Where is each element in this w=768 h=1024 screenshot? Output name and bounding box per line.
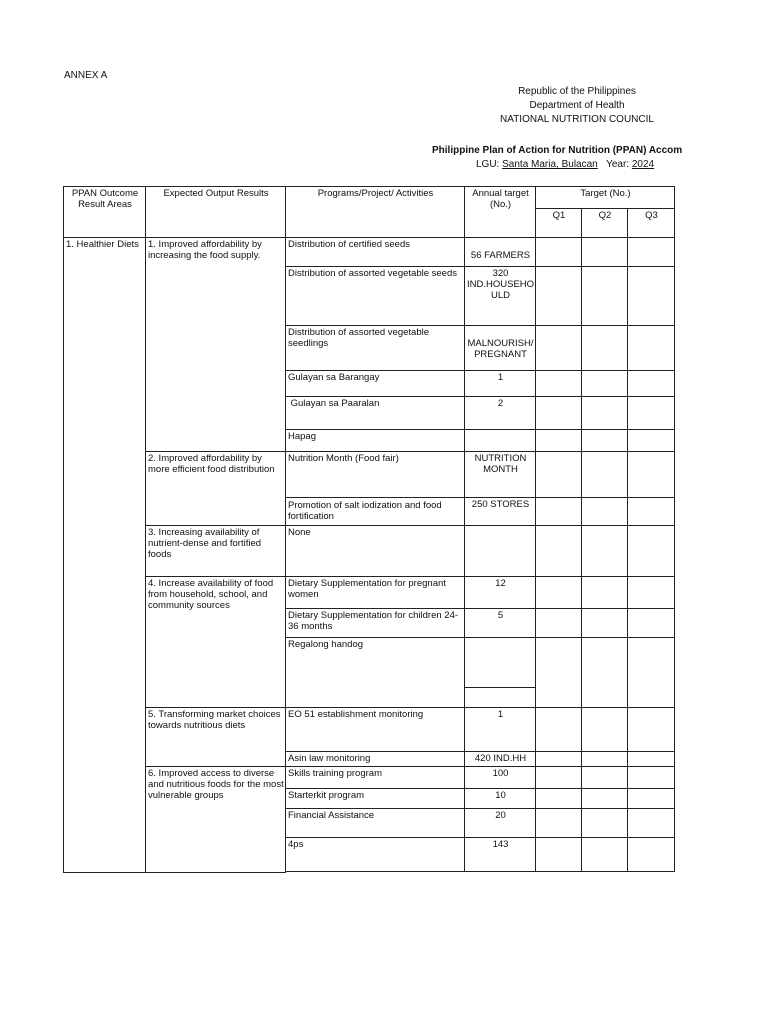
q2-cell: [582, 838, 628, 872]
outcome-area-cell: 1. Healthier Diets: [64, 238, 146, 873]
annual-target-cell: 250 STORES: [465, 498, 536, 526]
q3-cell: [628, 789, 675, 809]
program-cell: Dietary Supplementation for pregnant women: [286, 577, 465, 609]
header-programs: Programs/Project/ Activities: [286, 187, 465, 238]
program-cell: Regalong handog: [286, 638, 465, 708]
program-cell: Distribution of assorted vegetable seeds: [286, 267, 465, 326]
q3-cell: [628, 708, 675, 752]
q1-cell: [536, 838, 582, 872]
program-cell: Skills training program: [286, 767, 465, 789]
expected-output-cell: 4. Increase availability of food from household, school, and community sources: [146, 577, 286, 708]
q2-cell: [582, 767, 628, 789]
program-cell: None: [286, 526, 465, 577]
q2-cell: [582, 238, 628, 267]
q3-cell: [628, 767, 675, 789]
q1-cell: [536, 638, 582, 708]
header-q1: Q1: [536, 209, 582, 238]
table-row: [64, 767, 675, 789]
table-row: [64, 238, 675, 267]
q3-cell: [628, 526, 675, 577]
year-value: 2024: [631, 159, 655, 170]
lgu-line: [476, 159, 654, 170]
annual-target-cell: 420 IND.HH: [465, 752, 536, 767]
program-cell: 4ps: [286, 838, 465, 872]
header-target: Target (No.): [536, 187, 675, 209]
q2-cell: [582, 371, 628, 397]
q1-cell: [536, 809, 582, 838]
lgu-value: Santa Maria, Bulacan: [502, 159, 598, 170]
program-cell: Gulayan sa Paaralan: [286, 397, 465, 430]
header-republic: Republic of the Philippines: [518, 86, 636, 97]
q2-cell: [582, 809, 628, 838]
annual-target-cell: 56 FARMERS: [465, 238, 536, 267]
q1-cell: [536, 238, 582, 267]
q3-cell: [628, 267, 675, 326]
table-row: [64, 577, 675, 609]
expected-output-cell: 3. Increasing availability of nutrient-dense and fortified foods: [146, 526, 286, 577]
header-outcome-areas: PPAN Outcome Result Areas: [64, 187, 146, 238]
annual-target-cell: 2: [465, 397, 536, 430]
program-cell: Hapag: [286, 430, 465, 452]
q3-cell: [628, 326, 675, 371]
program-cell: Asin law monitoring: [286, 752, 465, 767]
q2-cell: [582, 638, 628, 708]
q2-cell: [582, 526, 628, 577]
annual-target-cell: [465, 430, 536, 452]
q3-cell: [628, 638, 675, 708]
program-cell: Distribution of certified seeds: [286, 238, 465, 267]
program-cell: Dietary Supplementation for children 24-36 months: [286, 609, 465, 638]
q1-cell: [536, 577, 582, 609]
annual-target-cell: 20: [465, 809, 536, 838]
annual-target-cell: 143: [465, 838, 536, 872]
q1-cell: [536, 397, 582, 430]
q3-cell: [628, 238, 675, 267]
annual-target-cell: 12: [465, 577, 536, 609]
header-council: NATIONAL NUTRITION COUNCIL: [500, 114, 654, 125]
q2-cell: [582, 708, 628, 752]
q1-cell: [536, 767, 582, 789]
q2-cell: [582, 789, 628, 809]
q1-cell: [536, 430, 582, 452]
q1-cell: [536, 708, 582, 752]
q2-cell: [582, 267, 628, 326]
lgu-label: LGU:: [476, 159, 500, 170]
q1-cell: [536, 526, 582, 577]
q2-cell: [582, 577, 628, 609]
q3-cell: [628, 809, 675, 838]
q3-cell: [628, 430, 675, 452]
annual-target-cell: 5: [465, 609, 536, 638]
q2-cell: [582, 326, 628, 371]
expected-output-cell: 2. Improved affordability by more efficient food distribution: [146, 452, 286, 526]
expected-output-cell: 1. Improved affordability by increasing the food supply.: [146, 238, 286, 452]
q1-cell: [536, 752, 582, 767]
expected-output-cell: 5. Transforming market choices towards nutritious diets: [146, 708, 286, 767]
program-cell: Distribution of assorted vegetable seedlings: [286, 326, 465, 371]
program-cell: Gulayan sa Barangay: [286, 371, 465, 397]
q3-cell: [628, 752, 675, 767]
expected-output-cell: 6. Improved access to diverse and nutritious foods for the most vulnerable groups: [146, 767, 286, 873]
annex-label: ANNEX A: [64, 70, 108, 81]
annual-target-cell: 10: [465, 789, 536, 809]
header-q3: Q3: [628, 209, 675, 238]
annual-target-subcell: [465, 687, 535, 707]
table-row: [64, 452, 675, 498]
q1-cell: [536, 609, 582, 638]
q2-cell: [582, 498, 628, 526]
ppan-table: [63, 186, 675, 873]
q2-cell: [582, 397, 628, 430]
q2-cell: [582, 609, 628, 638]
program-cell: EO 51 establishment monitoring: [286, 708, 465, 752]
year-label: Year:: [606, 159, 630, 170]
table-row: [64, 708, 675, 752]
program-cell: Starterkit program: [286, 789, 465, 809]
header-annual-target: Annual target (No.): [465, 187, 536, 238]
program-cell: Nutrition Month (Food fair): [286, 452, 465, 498]
header-expected-output: Expected Output Results: [146, 187, 286, 238]
q3-cell: [628, 609, 675, 638]
q1-cell: [536, 371, 582, 397]
q1-cell: [536, 789, 582, 809]
annual-target-cell: 100: [465, 767, 536, 789]
q1-cell: [536, 452, 582, 498]
q1-cell: [536, 326, 582, 371]
header-department: Department of Health: [529, 100, 625, 111]
table-row: [64, 526, 675, 577]
q2-cell: [582, 752, 628, 767]
q1-cell: [536, 498, 582, 526]
annual-target-cell: [465, 526, 536, 577]
program-cell: Financial Assistance: [286, 809, 465, 838]
q3-cell: [628, 498, 675, 526]
annual-target-cell: MALNOURISH/ PREGNANT: [465, 326, 536, 371]
q3-cell: [628, 371, 675, 397]
q3-cell: [628, 838, 675, 872]
annual-target-cell: 320 IND.HOUSEHO ULD: [465, 267, 536, 326]
q2-cell: [582, 430, 628, 452]
q3-cell: [628, 452, 675, 498]
annual-target-cell: NUTRITION MONTH: [465, 452, 536, 498]
annual-target-cell: 1: [465, 371, 536, 397]
program-cell: Promotion of salt iodization and food fortification: [286, 498, 465, 526]
header-q2: Q2: [582, 209, 628, 238]
q3-cell: [628, 577, 675, 609]
annual-target-cell: 1: [465, 708, 536, 752]
q1-cell: [536, 267, 582, 326]
q3-cell: [628, 397, 675, 430]
annual-target-cell: [465, 638, 536, 708]
spacer-cell: [286, 872, 675, 873]
q2-cell: [582, 452, 628, 498]
document-title: Philippine Plan of Action for Nutrition (PPAN) Accom: [432, 145, 683, 156]
